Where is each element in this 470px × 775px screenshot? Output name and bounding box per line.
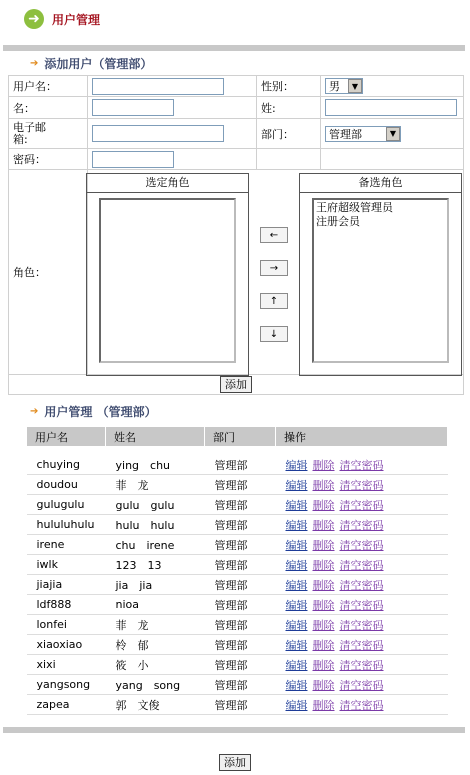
- clear-password-link[interactable]: 清空密码: [339, 658, 384, 672]
- email-label-line1: 电子邮: [13, 120, 46, 134]
- cell-name: 柃 郁: [106, 635, 205, 655]
- cell-actions: [276, 495, 448, 515]
- section-title-text: 用户管理 （管理部）: [44, 405, 157, 419]
- clear-password-link[interactable]: 清空密码: [339, 498, 384, 512]
- column-header: 操作: [276, 427, 448, 447]
- table-row: [27, 515, 448, 535]
- edit-link[interactable]: 编辑: [285, 698, 308, 712]
- table-row: [27, 655, 448, 675]
- table-row: [27, 575, 448, 595]
- firstname-label: 名：: [9, 97, 88, 119]
- edit-link[interactable]: 编辑: [285, 658, 308, 672]
- delete-link[interactable]: 删除: [312, 478, 335, 492]
- clear-password-link[interactable]: 清空密码: [339, 538, 384, 552]
- cell-dept: 管理部: [205, 495, 276, 515]
- move-up-button[interactable]: ↑: [260, 293, 288, 309]
- cell-actions: [276, 515, 448, 535]
- divider-bar: [3, 727, 465, 733]
- cell-username: xiaoxiao: [27, 635, 106, 655]
- cell-name: yang song: [106, 675, 205, 695]
- cell-actions: [276, 615, 448, 635]
- selected-roles-caption: 选定角色: [87, 174, 248, 193]
- cell-name: 123 13: [106, 555, 205, 575]
- cell-actions: [276, 635, 448, 655]
- cell-actions: [276, 655, 448, 675]
- cell-actions: [276, 575, 448, 595]
- clear-password-link[interactable]: 清空密码: [339, 578, 384, 592]
- chevron-down-icon[interactable]: ▼: [386, 127, 400, 141]
- cell-dept: 管理部: [205, 595, 276, 615]
- cell-name: jia jia: [106, 575, 205, 595]
- delete-link[interactable]: 删除: [312, 578, 335, 592]
- delete-link[interactable]: 删除: [312, 678, 335, 692]
- delete-link[interactable]: 删除: [312, 558, 335, 572]
- gender-select-value: 男: [329, 80, 340, 93]
- move-down-button[interactable]: ↓: [260, 326, 288, 342]
- table-row: [27, 595, 448, 615]
- delete-link[interactable]: 删除: [312, 638, 335, 652]
- available-roles-caption: 备选角色: [300, 174, 461, 193]
- cell-name: 郭 文俊: [106, 695, 205, 715]
- edit-link[interactable]: 编辑: [285, 678, 308, 692]
- cell-actions: [276, 675, 448, 695]
- cell-dept: 管理部: [205, 455, 276, 475]
- edit-link[interactable]: 编辑: [285, 558, 308, 572]
- cell-dept: 管理部: [205, 675, 276, 695]
- cell-username: gulugulu: [27, 495, 106, 515]
- cell-name: 菲 龙: [106, 475, 205, 495]
- table-row: [27, 455, 448, 475]
- edit-link[interactable]: 编辑: [285, 498, 308, 512]
- add-user-button[interactable]: 添加: [220, 376, 252, 393]
- lastname-label: 姓:: [257, 97, 321, 119]
- edit-link[interactable]: 编辑: [285, 538, 308, 552]
- list-item[interactable]: 注册会员: [316, 215, 360, 228]
- cell-name: chu irene: [106, 535, 205, 555]
- dept-label: 部门：: [257, 119, 321, 149]
- cell-name: gulu gulu: [106, 495, 205, 515]
- move-right-button[interactable]: →: [260, 260, 288, 276]
- cell-name: ying chu: [106, 455, 205, 475]
- cell-username: hululuhulu: [27, 515, 106, 535]
- cell-dept: 管理部: [205, 655, 276, 675]
- clear-password-link[interactable]: 清空密码: [339, 618, 384, 632]
- cell-actions: [276, 455, 448, 475]
- section-arrow-icon: ➔: [30, 406, 39, 417]
- edit-link[interactable]: 编辑: [285, 478, 308, 492]
- move-left-button[interactable]: ←: [260, 227, 288, 243]
- delete-link[interactable]: 删除: [312, 458, 335, 472]
- clear-password-link[interactable]: 清空密码: [339, 638, 384, 652]
- username-label: 用户名：: [9, 76, 88, 97]
- edit-link[interactable]: 编辑: [285, 618, 308, 632]
- cell-dept: 管理部: [205, 515, 276, 535]
- column-header: 部门: [205, 427, 276, 447]
- cell-name: hulu hulu: [106, 515, 205, 535]
- page-title: 用户管理: [52, 12, 101, 27]
- cell-dept: 管理部: [205, 475, 276, 495]
- email-input[interactable]: [92, 125, 224, 142]
- list-item[interactable]: 王府超级管理员: [316, 201, 393, 214]
- password-label: 密码：: [9, 149, 88, 170]
- dept-select-value: 管理部: [329, 127, 362, 141]
- cell-name: 筱 小: [106, 655, 205, 675]
- bottom-add-button[interactable]: 添加: [219, 754, 251, 771]
- cell-actions: [276, 555, 448, 575]
- table-row: [27, 475, 448, 495]
- cell-actions: [276, 595, 448, 615]
- role-selector: [86, 173, 462, 376]
- user-table: [26, 426, 448, 715]
- selected-roles-box: [86, 173, 249, 376]
- clear-password-link[interactable]: 清空密码: [339, 478, 384, 492]
- email-label: [9, 119, 88, 149]
- chevron-down-icon[interactable]: ▼: [348, 79, 362, 93]
- clear-password-link[interactable]: 清空密码: [339, 598, 384, 612]
- edit-link[interactable]: 编辑: [285, 578, 308, 592]
- cell-username: yangsong: [27, 675, 106, 695]
- gender-select[interactable]: [325, 78, 363, 94]
- lastname-input[interactable]: [325, 99, 457, 116]
- cell-name: nioa: [106, 595, 205, 615]
- available-roles-box: [299, 173, 462, 376]
- username-input[interactable]: [92, 78, 224, 95]
- table-row: [27, 635, 448, 655]
- password-input[interactable]: [92, 151, 174, 168]
- page-header: [24, 8, 100, 30]
- edit-link[interactable]: 编辑: [285, 598, 308, 612]
- cell-username: jiajia: [27, 575, 106, 595]
- table-row: [27, 555, 448, 575]
- dept-select[interactable]: [325, 126, 401, 142]
- cell-actions: [276, 475, 448, 495]
- cell-dept: 管理部: [205, 695, 276, 715]
- delete-link[interactable]: 删除: [312, 498, 335, 512]
- add-user-section-title: [30, 55, 152, 72]
- table-row: [27, 495, 448, 515]
- delete-link[interactable]: 删除: [312, 538, 335, 552]
- clear-password-link[interactable]: 清空密码: [339, 678, 384, 692]
- edit-link[interactable]: 编辑: [285, 518, 308, 532]
- email-label-line2: 箱:: [13, 132, 28, 146]
- cell-username: zapea: [27, 695, 106, 715]
- cell-dept: 管理部: [205, 535, 276, 555]
- delete-link[interactable]: 删除: [312, 518, 335, 532]
- table-row: [27, 675, 448, 695]
- section-title-text: 添加用户（管理部）: [44, 57, 153, 71]
- cell-username: iwlk: [27, 555, 106, 575]
- cell-dept: 管理部: [205, 635, 276, 655]
- edit-link[interactable]: 编辑: [285, 638, 308, 652]
- delete-link[interactable]: 删除: [312, 618, 335, 632]
- cell-username: irene: [27, 535, 106, 555]
- column-header: 姓名: [106, 427, 205, 447]
- clear-password-link[interactable]: 清空密码: [339, 518, 384, 532]
- cell-actions: [276, 695, 448, 715]
- clear-password-link[interactable]: 清空密码: [339, 698, 384, 712]
- selected-roles-list[interactable]: [99, 198, 236, 363]
- cell-dept: 管理部: [205, 555, 276, 575]
- edit-link[interactable]: 编辑: [285, 458, 308, 472]
- delete-link[interactable]: 删除: [312, 698, 335, 712]
- divider-bar: [3, 45, 465, 51]
- clear-password-link[interactable]: 清空密码: [339, 458, 384, 472]
- delete-link[interactable]: 删除: [312, 658, 335, 672]
- cell-username: xixi: [27, 655, 106, 675]
- user-list-section-title: [30, 403, 157, 420]
- role-label: 角色：: [9, 170, 88, 375]
- cell-dept: 管理部: [205, 615, 276, 635]
- table-row: [27, 615, 448, 635]
- cell-username: chuying: [27, 455, 106, 475]
- section-arrow-icon: ➔: [30, 58, 39, 69]
- available-roles-list[interactable]: [312, 198, 449, 363]
- cell-actions: [276, 535, 448, 555]
- table-row: [27, 695, 448, 715]
- right-arrow-circle-icon: ➜: [24, 9, 44, 29]
- cell-username: ldf888: [27, 595, 106, 615]
- gender-label: 性别：: [257, 76, 321, 97]
- cell-name: 菲 龙: [106, 615, 205, 635]
- table-row: [27, 535, 448, 555]
- cell-username: lonfei: [27, 615, 106, 635]
- column-header: 用户名: [27, 427, 106, 447]
- clear-password-link[interactable]: 清空密码: [339, 558, 384, 572]
- cell-username: doudou: [27, 475, 106, 495]
- cell-dept: 管理部: [205, 575, 276, 595]
- delete-link[interactable]: 删除: [312, 598, 335, 612]
- firstname-input[interactable]: [92, 99, 174, 116]
